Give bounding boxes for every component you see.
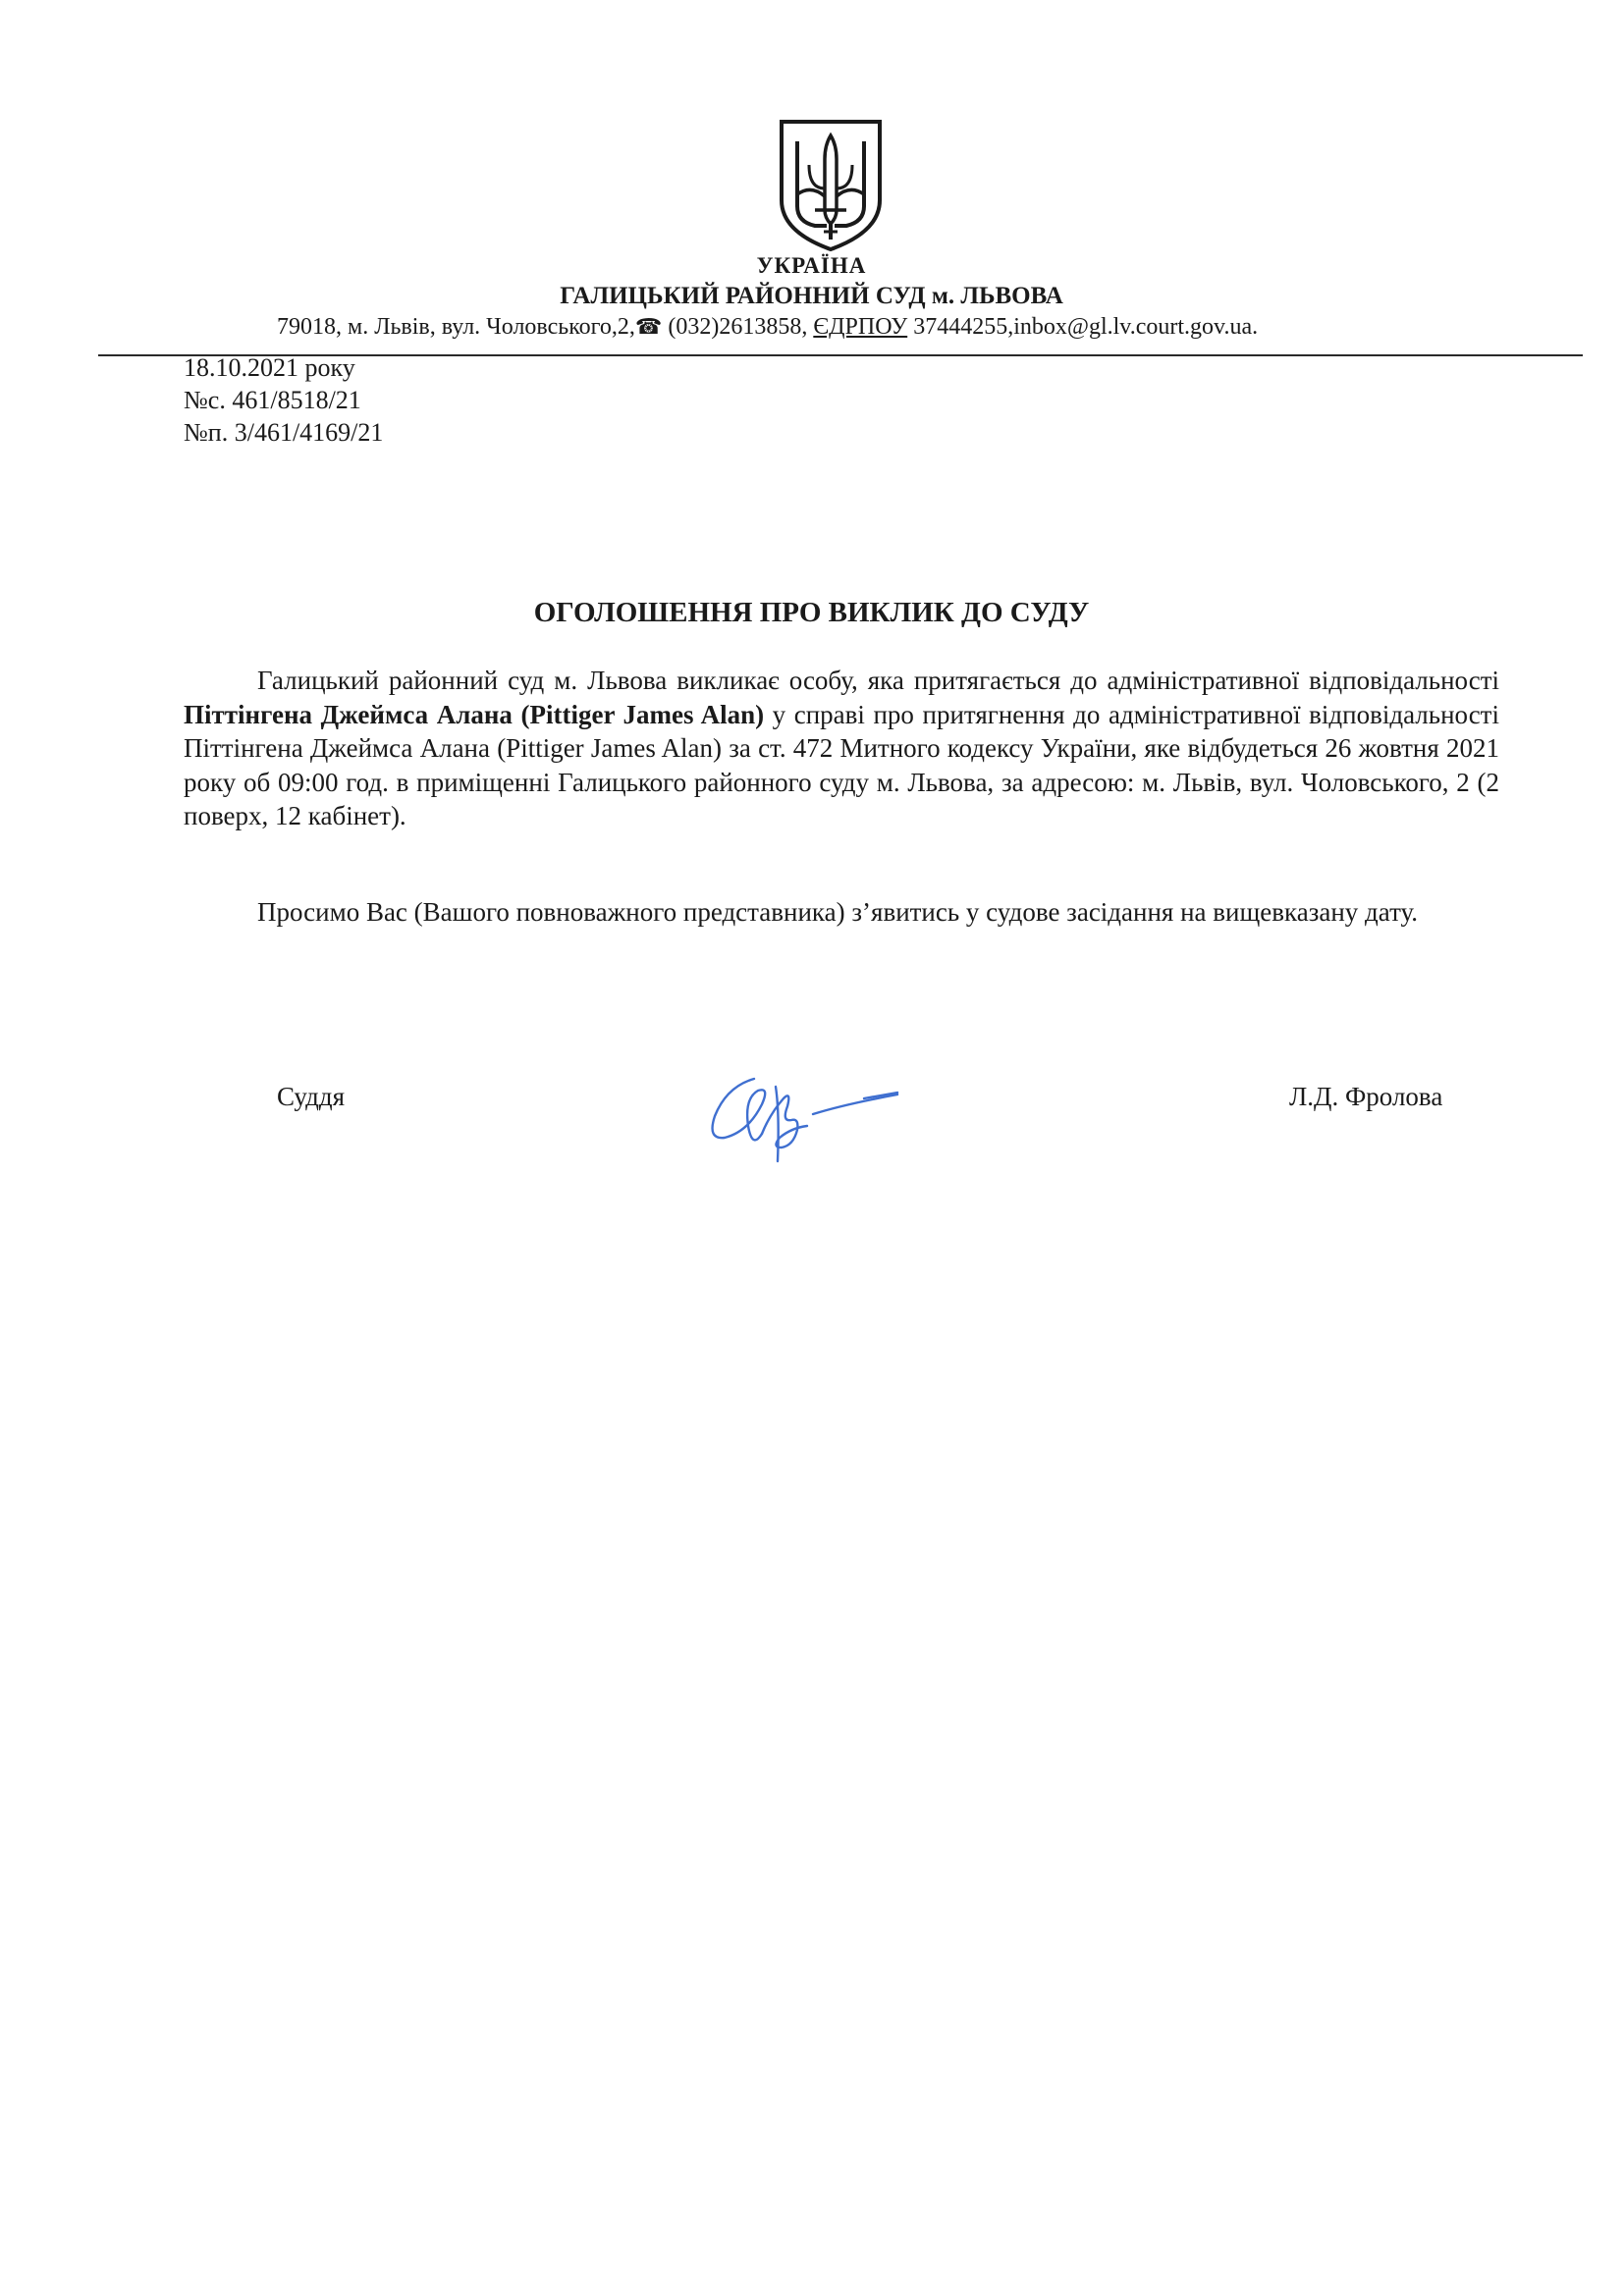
court-phone: (032)2613858, bbox=[668, 314, 808, 340]
phone-icon: ☎ bbox=[634, 314, 663, 339]
edrpou-label: ЄДРПОУ bbox=[813, 314, 908, 340]
document-date: 18.10.2021 року bbox=[184, 353, 355, 382]
request-paragraph: Просимо Вас (Вашого повноважного представника) з’явитись у судове засідання на вищевказану дату. bbox=[257, 897, 1419, 927]
announcement-title: ОГОЛОШЕННЯ ПРО ВИКЛИК ДО СУДУ bbox=[533, 597, 1090, 628]
judge-name: Л.Д. Фролова bbox=[1289, 1082, 1443, 1111]
country-name: УКРАЇНА bbox=[756, 253, 867, 278]
proceeding-number: №п. 3/461/4169/21 bbox=[184, 418, 384, 447]
summons-paragraph bbox=[184, 664, 1499, 833]
case-number: №с. 461/8518/21 bbox=[184, 386, 361, 414]
judge-title: Суддя bbox=[277, 1082, 346, 1111]
handwritten-signature bbox=[697, 1065, 908, 1168]
court-address: 79018, м. Львів, вул. Чоловського,2, bbox=[277, 314, 635, 340]
court-contacts bbox=[277, 314, 1258, 341]
summons-text-end: у справі про притягнення до адміністративної відповідальності Піттінгена Джеймса Алана (Pittiger James Alan) за ст. 472 Митного кодексу України, яке відбудеться 26 жовтня 2021 року об 09:00 год. в приміщенні Галицького районного суду м. Львова, за адресою: м. Львів, вул. Чоловського, 2 (2 поверх, 12 кабінет). bbox=[184, 699, 1499, 830]
edrpou-and-email: 37444255,inbox@gl.lv.court.gov.ua. bbox=[913, 314, 1259, 340]
summons-text-start: Галицький районний суд м. Львова викликає особу, яка притягається до адміністративної відповідальності bbox=[257, 666, 1499, 695]
court-name: ГАЛИЦЬКИЙ РАЙОННИЙ СУД м. ЛЬВОВА bbox=[560, 283, 1063, 309]
defendant-name: Піттінгена Джеймса Алана (Pittiger James Alan) bbox=[184, 699, 765, 729]
coat-of-arms-icon bbox=[776, 116, 886, 253]
